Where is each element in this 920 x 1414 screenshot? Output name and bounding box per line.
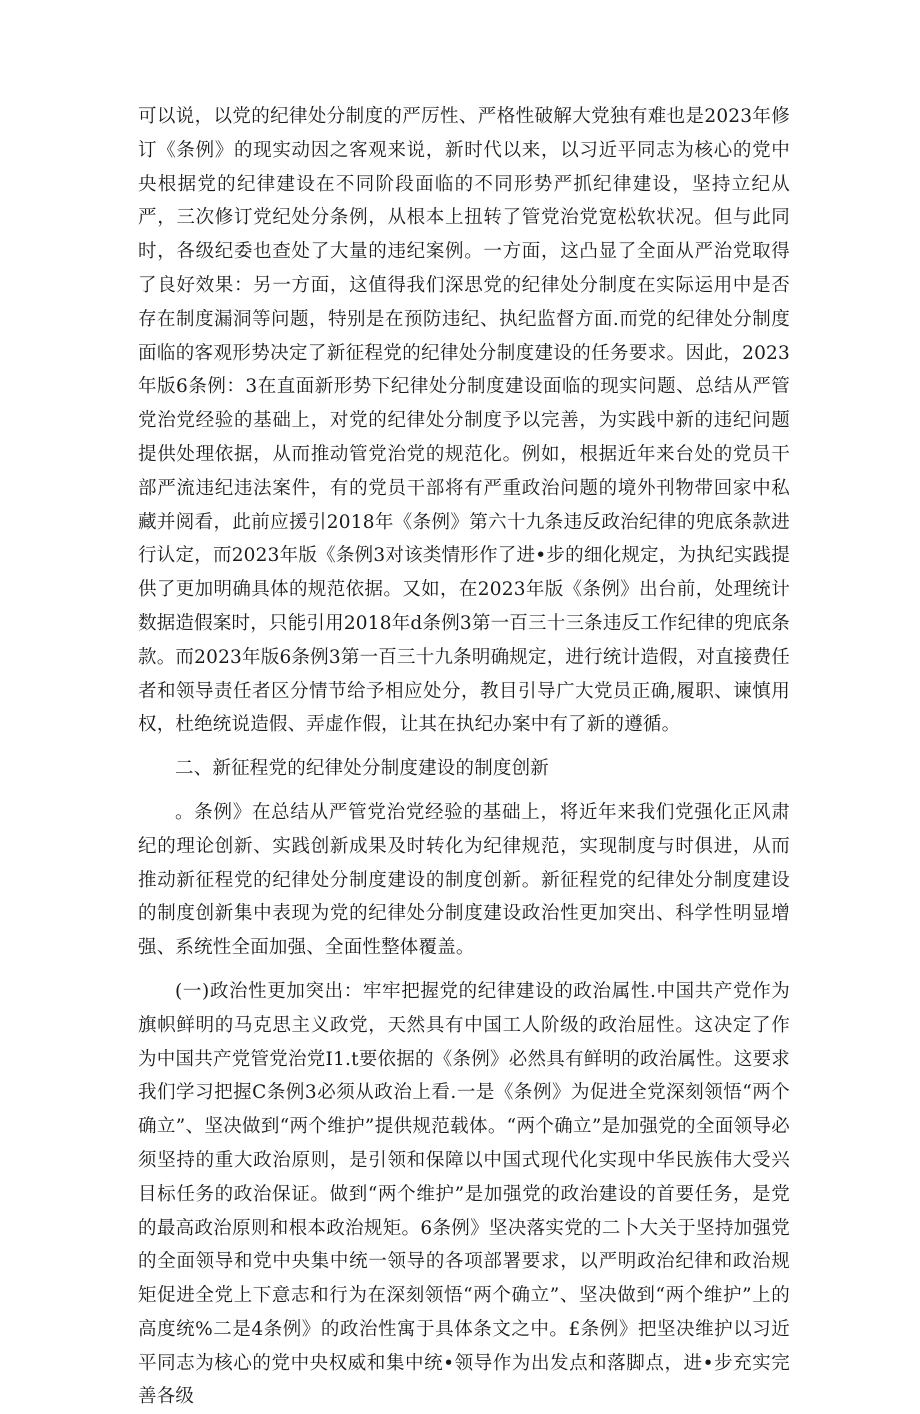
- section-heading: 二、新征程党的纪律处分制度建设的制度创新: [175, 758, 550, 780]
- body-paragraph-3: (一)政治性更加突出：牢牢把握党的纪律建设的政治属性.中国共产党作为旗帜鲜明的马克思主义政党，天然具有中国工人阶级的政治屈性。这决定了作为中国共产党管党治党I1.t要依据的《条例》必然具有鲜明的政治属性。这要求我们学习把握C条例3必须从政治上看.一是《条例》为促进全党深刻领悟“两个确立”、坚决做到“两个维护”提供规范载体。“两个确立”是加强党的全面领导必须坚持的重大政治原则，是引领和保障以中国式现代化实现中华民族伟大受兴目标任务的政治保证。做到“两个维护”是加强党的政治建设的首要任务，是党的最高政治原则和根本政治规矩。6条例》坚决落实党的二卜大关于坚持加强党的全面领导和党中央集中统一领导的各项部署要求，以严明政治纪律和政治规矩促进全党上下意志和行为在深刻领悟“两个确立”、坚决做到“两个维护”上的高度统%二是4条例》的政治性寓于具体条文之中。£条例》把坚决维护以习近平同志为核心的党中央权威和集中统•领导作为出发点和落脚点，进•步充实完善各级: [138, 980, 790, 1408]
- document-page: [138, 100, 790, 1414]
- body-paragraph-2: 。条例》在总结从严管党治党经验的基础上，将近年来我们党强化正风肃纪的理论创新、实践创新成果及时转化为纪律规范，实现制度与时俱进，从而推动新征程党的纪律处分制度建设的制度创新。新征程党的纪律处分制度建设的制度创新集中表现为党的纪律处分制度建设政治性更加突出、科学性明显增强、系统性全面加强、全面性整体覆盖。: [138, 801, 790, 959]
- body-paragraph-1: 可以说，以党的纪律处分制度的严厉性、严格性破解大党独有难也是2023年修订《条例》的现实动因之客观来说，新时代以来，以习近平同志为核心的党中央根据党的纪律建设在不同阶段面临的不同形势严抓纪律建设，坚持立纪从严，三次修订党纪处分条例，从根本上扭转了管党治党宽松软状况。但与此同时，各级纪委也查处了大量的违纪案例。一方面，这凸显了全面从严治党取得了良好效果：另一方面，这值得我们深思党的纪律处分制度在实际运用中是否存在制度漏洞等问题，特别是在预防违纪、执纪监督方面.而党的纪律处分制度面临的客观形势决定了新征程党的纪律处分制度建设的任务要求。因此，2023年版6条例：3在直面新形势下纪律处分制度建设面临的现实问题、总结从严管党治党经验的基础上，对党的纪律处分制度予以完善，为实践中新的违纪问题提供处理依据，从而推动管党治党的规范化。例如，根据近年来台处的党员干部严流违纪违法案件，有的党员干部将有严重政治问题的境外刊物带回家中私藏并阅看，此前应援引2018年《条例》第六十九条违反政治纪律的兜底条款进行认定，而2023年版《条例3对该类情形作了进•步的细化规定，为执纪实践提供了更加明确具体的规范依据。又如，在2023年版《条例》出台前，处理统计数据造假案时，只能引用2018年d条例3第一百三十三条违反工作纪律的兜底条款。而2023年版6条例3第一百三十九条明确规定，进行统计造假，对直接费任者和领导责任者区分情节给予相应处分，教目引导广大党员正确,履职、谏慎用权，杜绝统说造假、弄虚作假，让其在执纪办案中有了新的遵循。: [138, 106, 790, 736]
